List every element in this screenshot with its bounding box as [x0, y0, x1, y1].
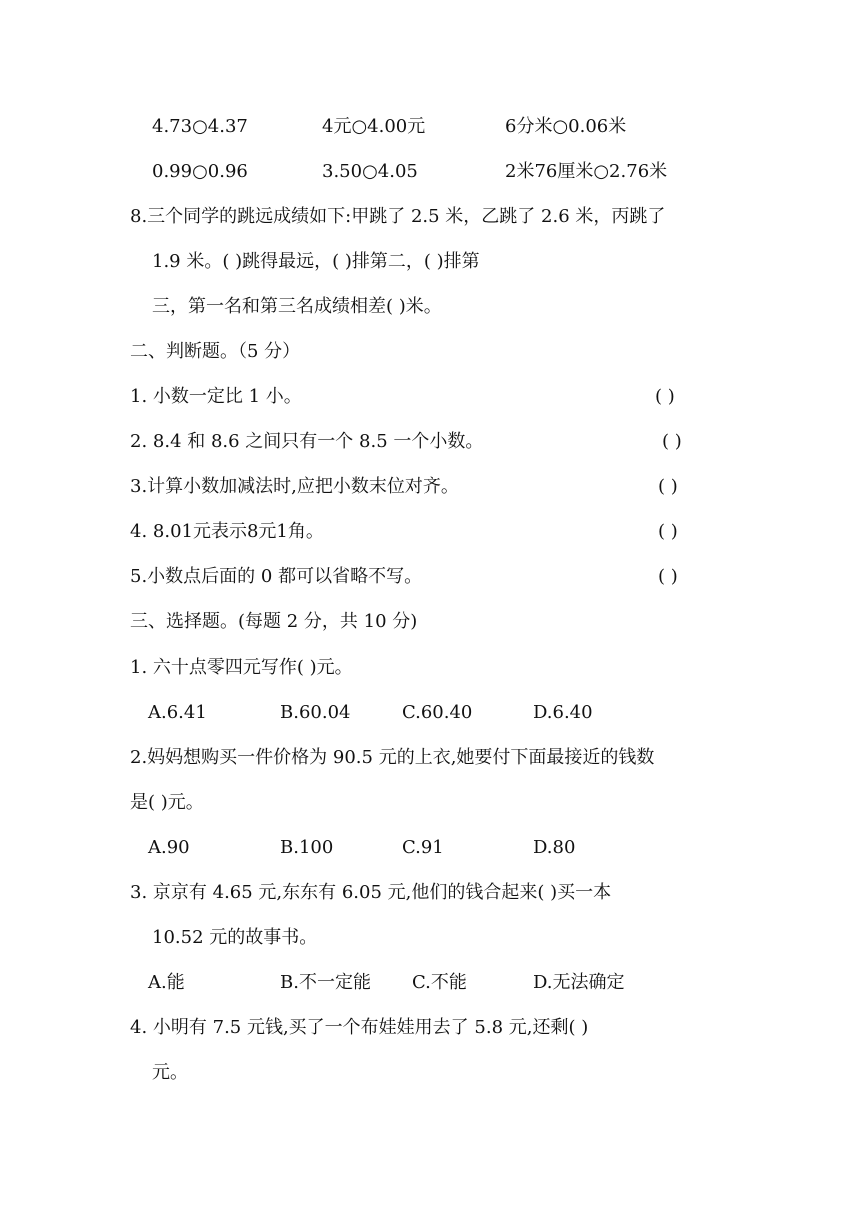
- choice-q2-stem-2: 是( )元。: [130, 792, 204, 813]
- judgement-item-text: 3.计算小数加减法时,应把小数末位对齐。: [130, 476, 459, 497]
- judgement-answer-paren[interactable]: ( ): [655, 386, 675, 407]
- compare-item: 2米76厘米○2.76米: [505, 161, 668, 182]
- choice-option[interactable]: B.100: [280, 837, 334, 858]
- choice-q4-stem-1: 4. 小明有 7.5 元钱,买了一个布娃娃用去了 5.8 元,还剩( ): [130, 1017, 589, 1038]
- choice-option[interactable]: B.60.04: [280, 702, 351, 723]
- choice-q3-stem-1: 3. 京京有 4.65 元,东东有 6.05 元,他们的钱合起来( )买一本: [130, 882, 612, 903]
- compare-item: 4.73○4.37: [152, 116, 248, 137]
- section-2-heading: 二、判断题。（5 分）: [130, 341, 301, 362]
- choice-option[interactable]: B.不一定能: [280, 972, 371, 993]
- choice-option[interactable]: C.91: [402, 837, 444, 858]
- choice-option[interactable]: A.能: [148, 972, 185, 993]
- choice-option[interactable]: A.90: [148, 837, 190, 858]
- choice-option[interactable]: D.6.40: [533, 702, 593, 723]
- compare-item: 0.99○0.96: [152, 161, 248, 182]
- judgement-item-text: 1. 小数一定比 1 小。: [130, 386, 302, 407]
- judgement-answer-paren[interactable]: ( ): [658, 476, 678, 497]
- judgement-answer-paren[interactable]: ( ): [658, 521, 678, 542]
- judgement-answer-paren[interactable]: ( ): [658, 566, 678, 587]
- judgement-item-text: 2. 8.4 和 8.6 之间只有一个 8.5 一个小数。: [130, 431, 484, 452]
- choice-option[interactable]: D.无法确定: [533, 972, 625, 993]
- judgement-item-text: 4. 8.01元表示8元1角。: [130, 521, 324, 542]
- choice-q1-stem: 1. 六十点零四元写作( )元。: [130, 657, 353, 678]
- choice-option[interactable]: D.80: [533, 837, 576, 858]
- choice-option[interactable]: A.6.41: [148, 702, 207, 723]
- compare-item: 3.50○4.05: [322, 161, 418, 182]
- choice-option[interactable]: C.不能: [412, 972, 467, 993]
- judgement-item-text: 5.小数点后面的 0 都可以省略不写。: [130, 566, 423, 587]
- question-8-line-1: 8.三个同学的跳远成绩如下:甲跳了 2.5 米，乙跳了 2.6 米，丙跳了: [130, 206, 666, 227]
- question-8-line-3: 三，第一名和第三名成绩相差( )米。: [152, 296, 442, 317]
- compare-item: 6分米○0.06米: [505, 116, 627, 137]
- choice-q4-stem-2: 元。: [152, 1062, 188, 1083]
- choice-q2-stem-1: 2.妈妈想购买一件价格为 90.5 元的上衣,她要付下面最接近的钱数: [130, 747, 655, 768]
- section-3-heading: 三、选择题。(每题 2 分，共 10 分): [130, 611, 418, 632]
- judgement-answer-paren[interactable]: ( ): [662, 431, 682, 452]
- question-8-line-2: 1.9 米。( )跳得最远，( )排第二，( )排第: [152, 251, 480, 272]
- compare-item: 4元○4.00元: [322, 116, 426, 137]
- choice-q3-stem-2: 10.52 元的故事书。: [152, 927, 318, 948]
- choice-option[interactable]: C.60.40: [402, 702, 473, 723]
